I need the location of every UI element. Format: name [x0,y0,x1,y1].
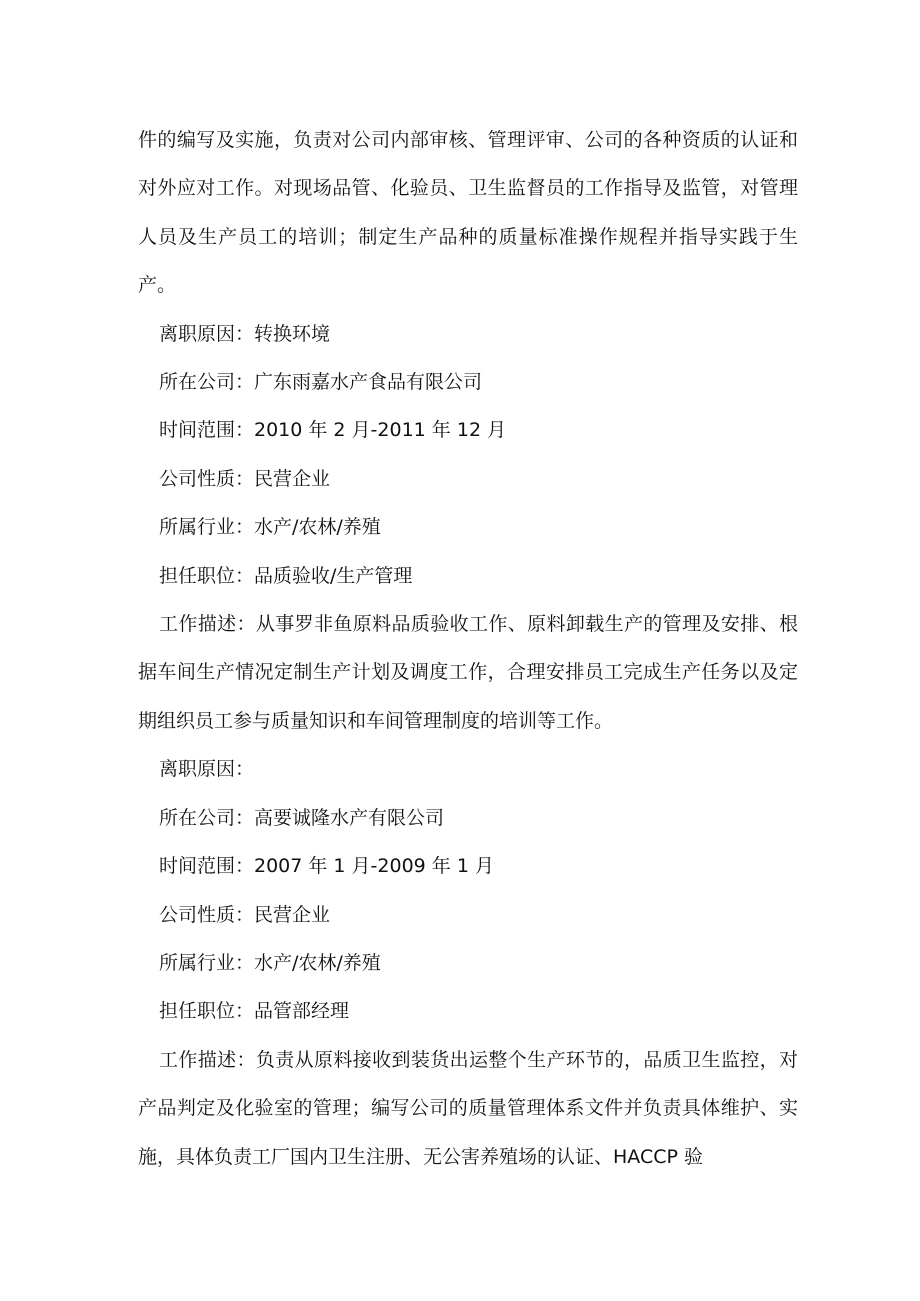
paragraph-job-description-1: 工作描述：从事罗非鱼原料品质验收工作、原料卸载生产的管理及安排、根据车间生产情况定制生产计划及调度工作，合理安排员工完成生产任务以及定期组织员工参与质量知识和车间管理制度的培训等工作。 [138,613,798,732]
paragraph-position-1: 担任职位：品质验收/生产管理 [159,564,413,587]
paragraph-company-2: 所在公司：高要诚隆水产有限公司 [159,806,445,829]
paragraph-company-type-1: 公司性质：民营企业 [159,467,331,490]
paragraph-leave-reason-2: 离职原因： [159,758,255,781]
paragraph-time-range-2: 时间范围：2007 年 1 月-2009 年 1 月 [159,855,494,878]
paragraph-position-2: 担任职位：品管部经理 [159,1000,350,1023]
paragraph-job-description-2: 工作描述：负责从原料接收到装货出运整个生产环节的，品质卫生监控，对产品判定及化验室的管理；编写公司的质量管理体系文件并负责具体维护、实施，具体负责工厂国内卫生注册、无公害养殖场的认证、HACCP 验 [138,1048,798,1168]
paragraph-quality-duties-continued: 件的编写及实施，负责对公司内部审核、管理评审、公司的各种资质的认证和对外应对工作。对现场品管、化验员、卫生监督员的工作指导及监管，对管理人员及生产员工的培训；制定生产品种的质量标准操作规程并指导实践于生产。 [138,129,798,297]
paragraph-time-range-1: 时间范围：2010 年 2 月-2011 年 12 月 [159,419,507,442]
document-body [138,116,798,1181]
paragraph-leave-reason-1: 离职原因：转换环境 [159,322,331,345]
paragraph-industry-2: 所属行业：水产/农林/养殖 [159,951,381,974]
paragraph-industry-1: 所属行业：水产/农林/养殖 [159,516,381,539]
paragraph-company-1: 所在公司：广东雨嘉水产食品有限公司 [159,371,483,394]
paragraph-company-type-2: 公司性质：民营企业 [159,903,331,926]
